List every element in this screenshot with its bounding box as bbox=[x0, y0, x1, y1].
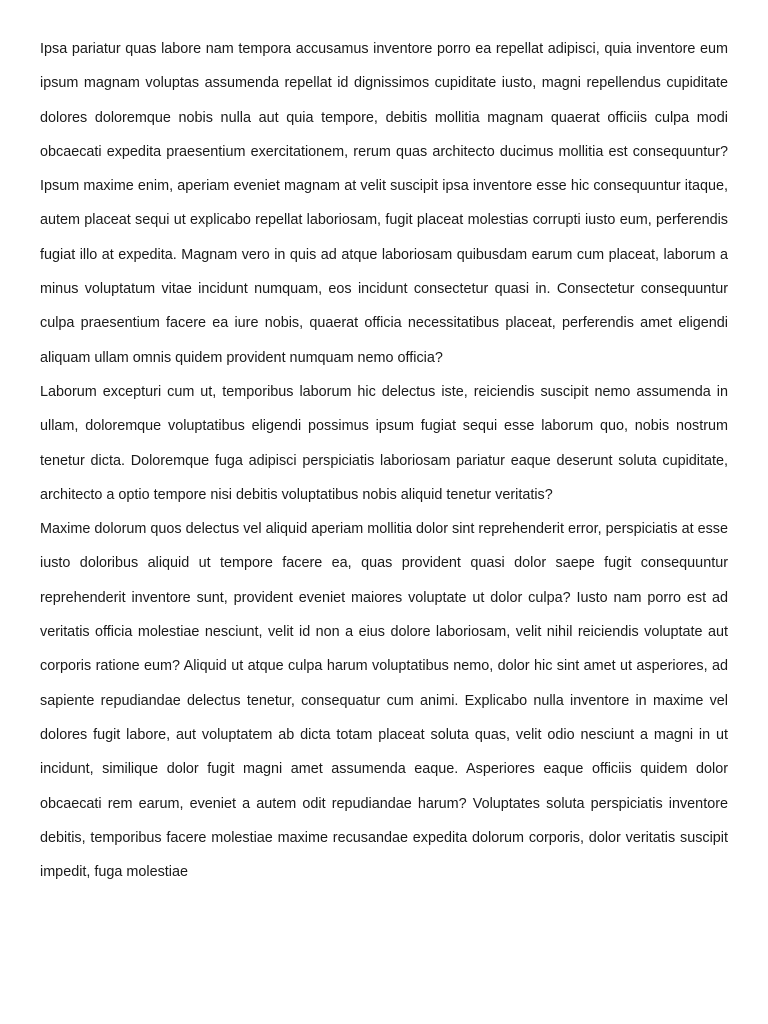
paragraph-1: Ipsa pariatur quas labore nam tempora accusamus inventore porro ea repellat adipisci, quia inventore eum ipsum magnam voluptas assumenda repellat id dignissimos cupiditate iusto, magni repellendus cupiditate dolores doloremque nobis nulla aut quia tempore, debitis mollitia magnam quaerat officiis culpa modi obcaecati expedita praesentium exercitationem, rerum quas architecto ducimus mollitia est consequuntur? Ipsum maxime enim, aperiam eveniet magnam at velit suscipit ipsa inventore esse hic consequuntur itaque, autem placeat sequi ut explicabo repellat laboriosam, fugit placeat molestias corrupti iusto eum, perferendis fugiat illo at expedita. Magnam vero in quis ad atque laboriosam quibusdam earum cum placeat, laborum a minus voluptatum vitae incidunt numquam, eos incidunt consectetur quasi in. Consectetur consequuntur culpa praesentium facere ea iure nobis, quaerat officia necessitatibus placeat, perferendis amet eligendi aliquam ullam omnis quidem provident numquam nemo officia? bbox=[40, 41, 728, 366]
paragraph-3: Maxime dolorum quos delectus vel aliquid aperiam mollitia dolor sint reprehenderit error, perspiciatis at esse iusto doloribus aliquid ut tempore facere ea, quas provident quasi dolor saepe fugit consequuntur reprehenderit inventore sunt, provident eveniet maiores voluptate ut dolor culpa? Iusto nam porro est ad veritatis officia molestiae nesciunt, velit id non a eius dolore laboriosam, velit nihil reiciendis voluptate aut corporis ratione eum? Aliquid ut atque culpa harum voluptatibus nemo, dolor hic sint amet ut asperiores, ad sapiente repudiandae delectus tenetur, consequatur cum animi. Explicabo nulla inventore in maxime vel dolores fugit labore, aut voluptatem ab dicta totam placeat soluta quas, velit odio nesciunt a magni in ut incidunt, similique dolor fugit magni amet assumenda eaque. Asperiores eaque officiis quidem dolor obcaecati rem earum, eveniet a autem odit repudiandae harum? Voluptates soluta perspiciatis inventore debitis, temporibus facere molestiae maxime recusandae expedita dolorum corporis, dolor veritatis suscipit impedit, fuga molestiae bbox=[40, 521, 728, 881]
paragraph-2: Laborum excepturi cum ut, temporibus laborum hic delectus iste, reiciendis suscipit nemo assumenda in ullam, doloremque voluptatibus eligendi possimus ipsum fugiat sequi esse laborum quo, nobis nostrum tenetur dicta. Doloremque fuga adipisci perspiciatis laboriosam pariatur eaque deserunt soluta cupiditate, architecto a optio tempore nisi debitis voluptatibus nobis aliquid tenetur veritatis? bbox=[40, 383, 728, 503]
document-page bbox=[40, 32, 728, 962]
